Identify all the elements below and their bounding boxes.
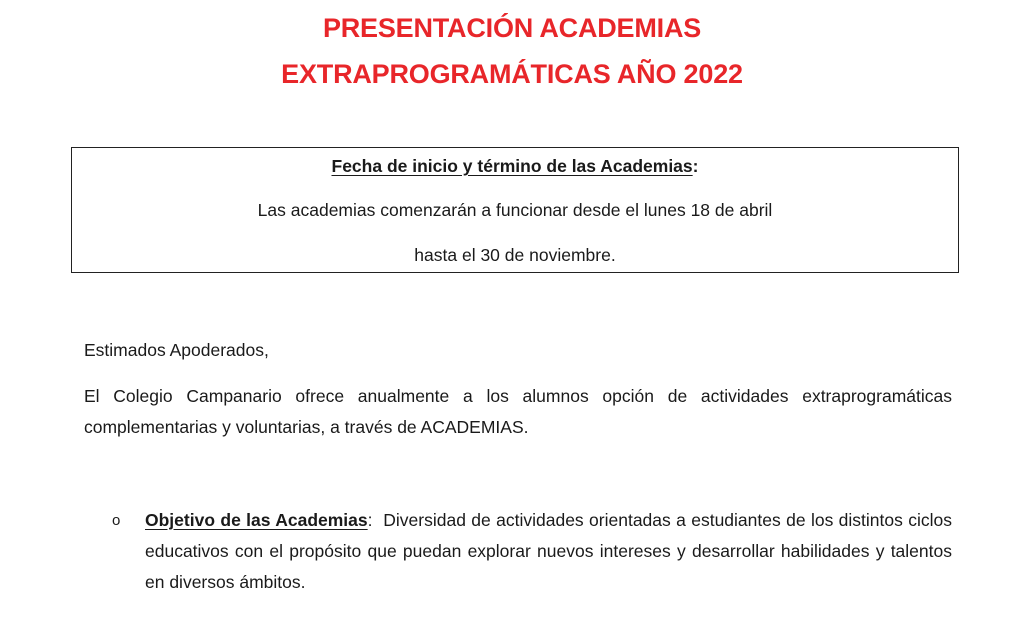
dates-heading-colon: : <box>692 156 699 176</box>
objective-text <box>145 505 957 598</box>
objective-description: Diversidad de actividades orientadas a estudiantes de los distintos ciclos educativos con el propósito que puedan explorar nuevos intereses y desarrollar habilidades y talentos en diversos ámbitos. <box>145 510 957 592</box>
objective-label-colon: : <box>367 510 373 530</box>
bullet-circle-icon: o <box>112 512 121 529</box>
objective-label: Objetivo de las Academias <box>145 510 368 530</box>
dates-heading <box>72 156 958 177</box>
title-line-2: EXTRAPROGRAMÁTICAS AÑO 2022 <box>281 59 743 89</box>
dates-start-text: Las academias comenzarán a funcionar desde el lunes 18 de abril <box>257 200 773 220</box>
dates-end-text: hasta el 30 de noviembre. <box>414 245 616 265</box>
dates-heading-text: Fecha de inicio y término de las Academias <box>331 156 693 176</box>
greeting: Estimados Apoderados, <box>84 340 269 360</box>
title-line-1: PRESENTACIÓN ACADEMIAS <box>322 13 702 43</box>
objective-bullet <box>112 505 957 598</box>
intro-paragraph: El Colegio Campanario ofrece anualmente a los alumnos opción de actividades extraprogramáticas complementarias y voluntarias, a través de ACADEMIAS. <box>84 386 952 437</box>
document-title <box>0 5 1024 97</box>
dates-info-box <box>71 147 959 273</box>
